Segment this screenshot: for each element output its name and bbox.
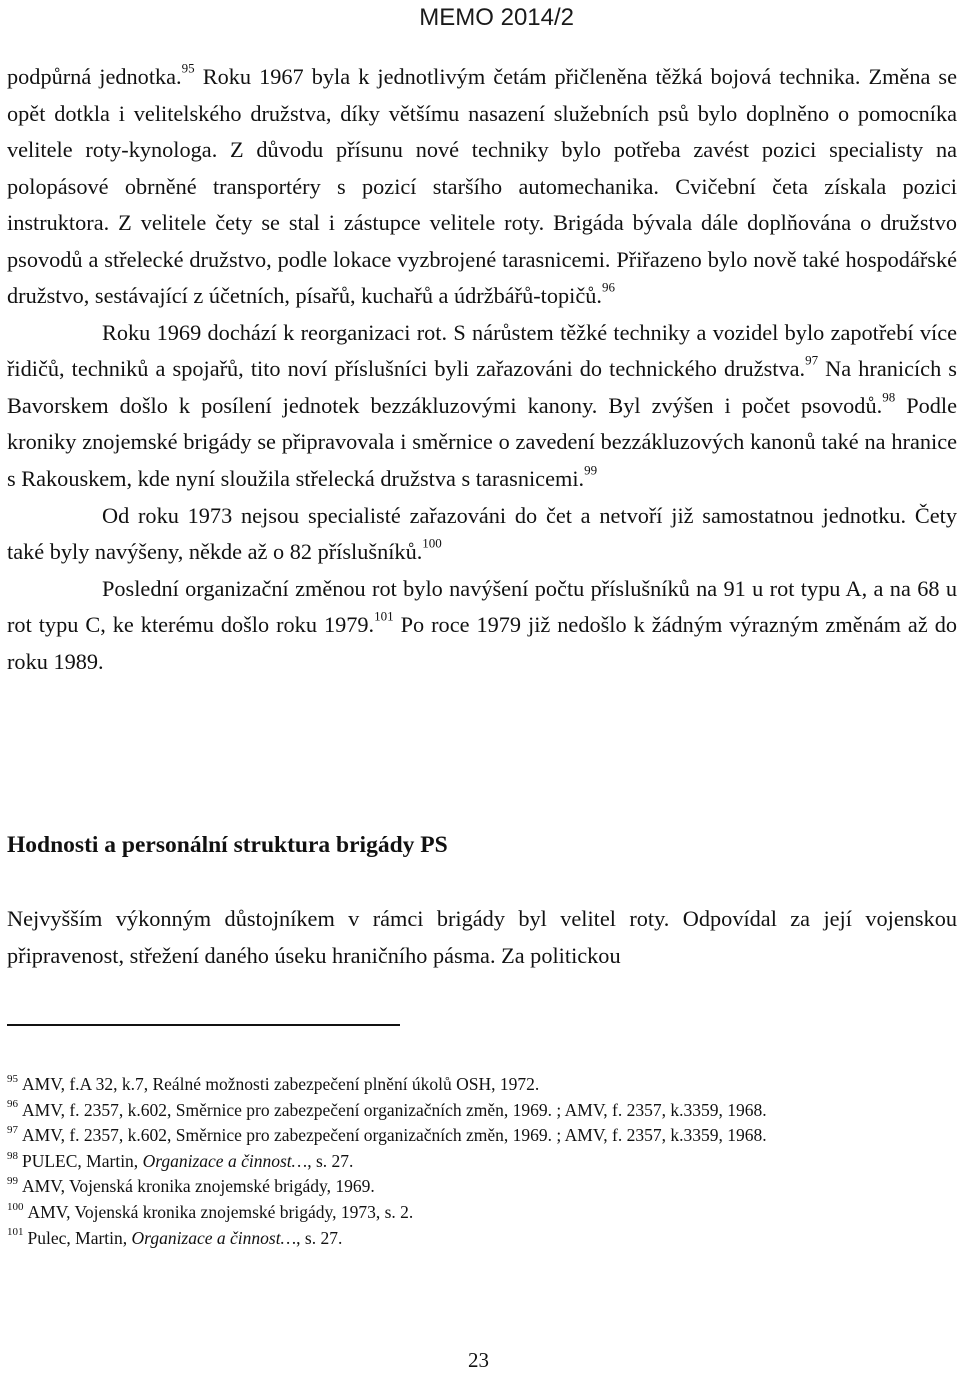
text-run: , s. 27.: [307, 1150, 354, 1171]
footnote: [7, 1072, 957, 1098]
text-run: AMV, Vojenská kronika znojemské brigády, 1969.: [22, 1176, 375, 1197]
text-run: , s. 27.: [296, 1227, 343, 1248]
text-run: AMV, f. 2357, k.602, Směrnice pro zabezpečení organizačních změn, 1969. ; AMV, f. 2357, k.3359, 1968.: [22, 1099, 767, 1120]
text-run: AMV, f.A 32, k.7, Reálné možnosti zabezpečení plnění úkolů OSH, 1972.: [22, 1074, 540, 1094]
body-paragraph: [7, 498, 957, 571]
footnote: [7, 1123, 957, 1149]
footnote-ref: 97: [805, 352, 819, 368]
section-heading: Hodnosti a personální struktura brigády PS: [7, 832, 448, 858]
section-body: [7, 901, 957, 974]
body-text: [7, 59, 957, 680]
footnote-number: 98: [7, 1149, 18, 1162]
footnote-number: 96: [7, 1098, 18, 1111]
footnote-ref: 99: [584, 462, 598, 478]
section-paragraph: Nejvyšším výkonným důstojníkem v rámci brigády byl velitel roty. Odpovídal za její vojenskou připravenost, střežení daného úseku hraničního pásma. Za politickou: [7, 906, 957, 968]
footnote-ref: 100: [422, 535, 442, 551]
footnote-ref: 98: [882, 389, 896, 405]
text-run: Od roku 1973 nejsou specialisté zařazováni do čet a netvoří již samostatnou jednotku. Čety také byly navýšeny, někde až o 82 příslušníků.: [7, 502, 957, 565]
footnote-number: 99: [7, 1175, 18, 1188]
text-run: Na hranicích s Bavorskem došlo k posílení jednotek bezzákluzovými kanony. Byl zvýšen i počet psovodů.: [7, 356, 957, 418]
text-run: podpůrná jednotka.: [7, 64, 182, 89]
footnote-number: 100: [7, 1200, 24, 1213]
footnote-ref: 95: [181, 60, 195, 76]
italic-title: Organizace a činnost…: [131, 1227, 297, 1248]
footnotes: [7, 1072, 957, 1251]
footnote: [7, 1226, 957, 1252]
text-run: AMV, f. 2357, k.602, Směrnice pro zabezpečení organizačních změn, 1969. ; AMV, f. 2357, k.3359, 1968.: [22, 1125, 767, 1146]
text-run: PULEC, Martin,: [22, 1150, 143, 1171]
footnote-number: 95: [7, 1072, 18, 1085]
footnote-ref: 101: [374, 608, 394, 624]
running-header: MEMO 2014/2: [419, 4, 574, 31]
footnote: [7, 1200, 957, 1226]
body-paragraph: [7, 315, 957, 498]
italic-title: Organizace a činnost…: [142, 1150, 308, 1171]
footnote: [7, 1174, 957, 1200]
footnote-number: 101: [7, 1226, 24, 1239]
footnote-separator: [7, 1024, 400, 1026]
text-run: Poslední organizační změnou rot bylo navýšení počtu příslušníků na 91 u rot typu A, a na 68 u rot typu C, ke kterému došlo roku 1979.: [7, 575, 957, 638]
text-run: Roku 1969 dochází k reorganizaci rot. S nárůstem těžké techniky a vozidel bylo zapotřebí více řidičů, techniků a spojařů, tito noví příslušníci byli zařazováni do technického družstva.: [7, 319, 957, 382]
body-paragraph: [7, 571, 957, 681]
footnote: [7, 1098, 957, 1124]
text-run: Roku 1967 byla k jednotlivým četám přičleněna těžká bojová technika. Změna se opět dotkla i velitelského družstva, díky většímu nasazení služebních psů bylo doplněno o pomocníka velitele roty-kynologa. Z důvodu přísunu nové techniky bylo potřeba zavést pozici specialisty na polopásové obrněné transportéry s pozicí staršího automechanika. Cvičební četa získala pozici instruktora. Z velitele čety se stal i zástupce velitele roty. Brigáda bývala dále doplňována o družstvo psovodů a střelecké družstvo, podle lokace vyzbrojené tarasnicemi. Přiřazeno bylo nově také hospodářské družstvo, sestávající z účetních, písařů, kuchařů a údržbářů-topičů.: [7, 64, 958, 309]
footnote: [7, 1149, 957, 1175]
text-run: Po roce 1979 již nedošlo k žádným výrazným změnám až do roku 1989.: [7, 612, 957, 674]
footnote-ref: 96: [601, 279, 615, 295]
body-paragraph: [7, 59, 957, 315]
page-number: 23: [468, 1348, 489, 1372]
text-run: Pulec, Martin,: [27, 1227, 132, 1248]
footnote-number: 97: [7, 1123, 18, 1136]
text-run: Podle kroniky znojemské brigády se připravovala i směrnice o zavedení bezzákluzových kanonů také na hranice s Rakouskem, kde nyní sloužila střelecká družstva s tarasnicemi.: [7, 392, 957, 492]
text-run: AMV, Vojenská kronika znojemské brigády, 1973, s. 2.: [27, 1201, 414, 1222]
